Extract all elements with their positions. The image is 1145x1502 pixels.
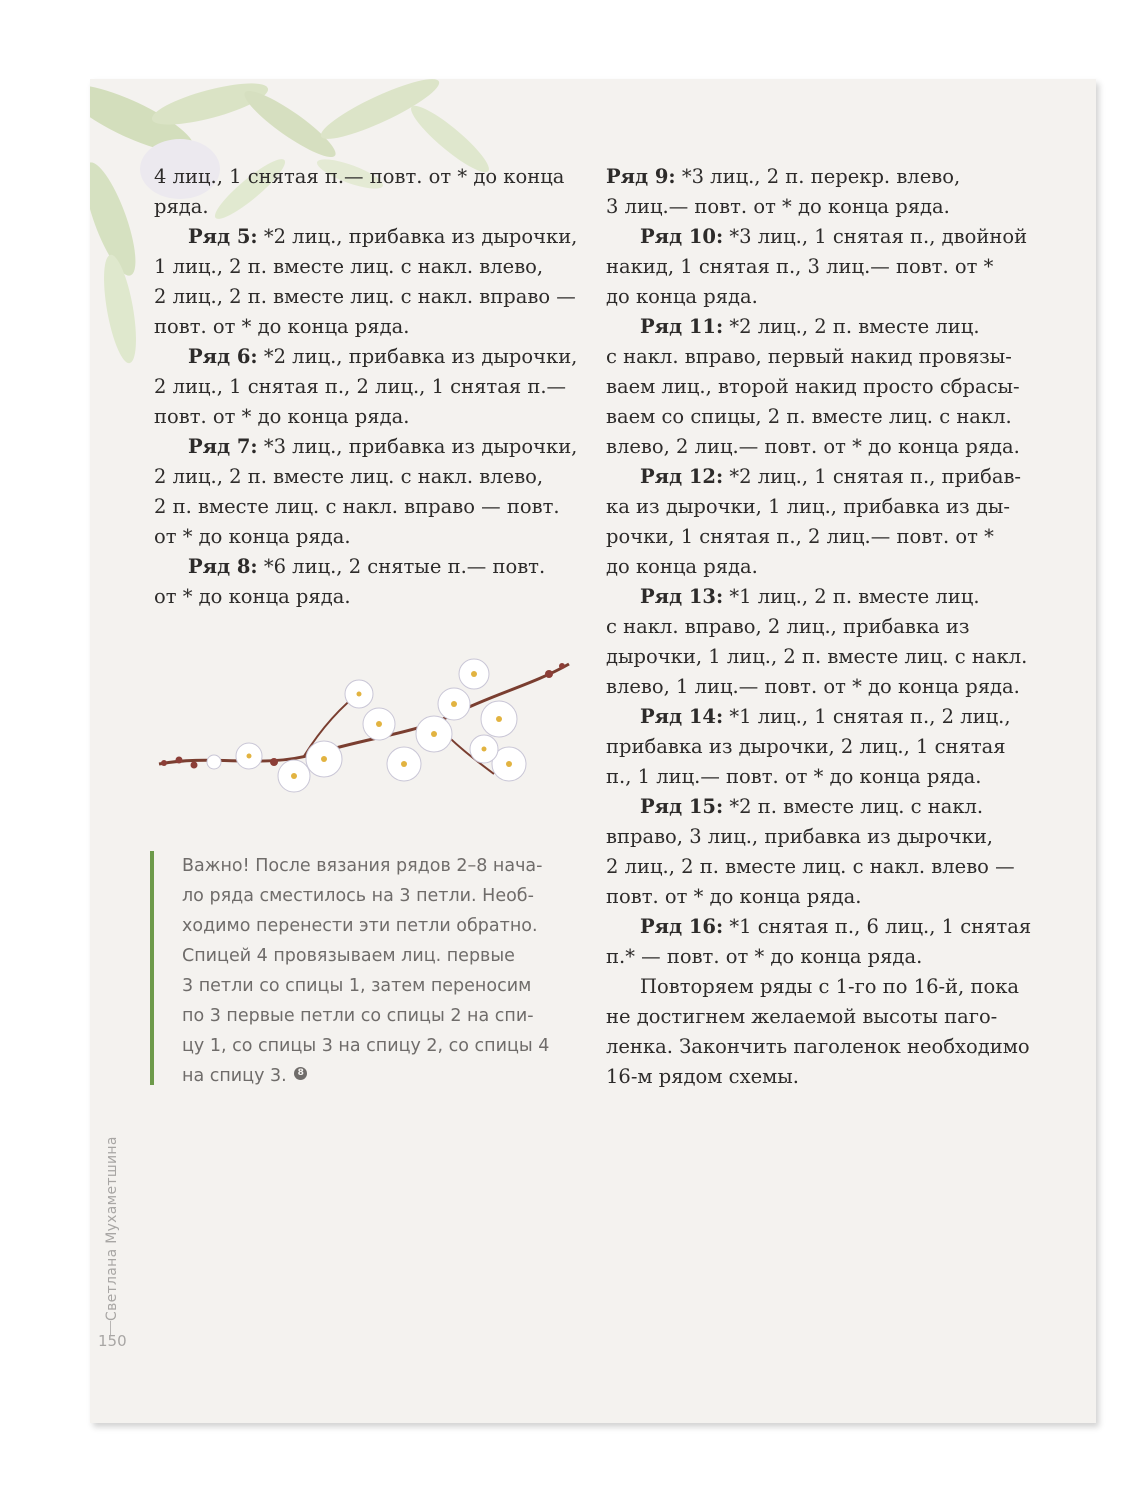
- text-line: 2 п. вместе лиц. с накл. вправо — повт.: [154, 495, 560, 518]
- right-column: [606, 162, 1032, 1092]
- row-instruction-10: [606, 222, 1026, 312]
- note-line: Спицей 4 провязываем лиц. первые: [182, 946, 515, 966]
- row-instruction-13: [606, 582, 1026, 702]
- text-line: 2 лиц., 2 п. вместе лиц. с накл. влево,: [154, 465, 544, 488]
- page-number: 150: [98, 1332, 127, 1350]
- text-line: дырочки, 1 лиц., 2 п. вместе лиц. с накл.: [606, 645, 1028, 668]
- text-line: влево, 1 лиц.— повт. от * до конца ряда.: [606, 675, 1020, 698]
- text-line: накид, 1 снятая п., 3 лиц.— повт. от *: [606, 255, 994, 278]
- text-line: 1 лиц., 2 п. вместе лиц. с накл. влево,: [154, 255, 544, 278]
- row-instruction-5: [154, 222, 578, 342]
- row-label: Ряд 11:: [640, 315, 724, 338]
- text-line: не достигнем желаемой высоты паго-: [606, 1005, 998, 1028]
- row-instruction-8: [154, 552, 574, 612]
- text-line: Повторяем ряды с 1-го по 16-й, пока: [640, 975, 1020, 998]
- row-label: Ряд 10:: [640, 225, 724, 248]
- text-line: 4 лиц., 1 снятая п.— повт. от * до конца: [154, 165, 565, 188]
- row-text: *1 лиц., 2 п. вместе лиц.: [723, 585, 980, 608]
- row-instruction-14: [606, 702, 1026, 792]
- text-line: п.* — повт. от * до конца ряда.: [606, 945, 923, 968]
- note-line: ходимо перенести эти петли обратно.: [182, 916, 538, 936]
- row-text: *3 лиц., 2 п. перекр. влево,: [675, 165, 961, 188]
- text-line: от * до конца ряда.: [154, 585, 351, 608]
- note-line: Важно! После вязания рядов 2–8 нача-: [182, 856, 543, 876]
- text-line: 2 лиц., 2 п. вместе лиц. с накл. влево —: [606, 855, 1015, 878]
- note-line: 3 петли со спицы 1, затем переносим: [182, 976, 532, 996]
- note-accent-bar: [150, 851, 154, 1085]
- row-text: *1 снятая п., 6 лиц., 1 снятая: [723, 915, 1032, 938]
- text-line: ваем лиц., второй накид просто сбрасы-: [606, 375, 1020, 398]
- text-line: п., 1 лиц.— повт. от * до конца ряда.: [606, 765, 982, 788]
- blossom-branch-illustration: [154, 644, 574, 804]
- text-line: ленка. Закончить паголенок необходимо: [606, 1035, 1030, 1058]
- row-text: *1 лиц., 1 снятая п., 2 лиц.,: [723, 705, 1011, 728]
- row-text: *2 п. вместе лиц. с накл.: [723, 795, 984, 818]
- row-text: *2 лиц., 2 п. вместе лиц.: [723, 315, 980, 338]
- important-note: [182, 851, 568, 1091]
- text-line: 2 лиц., 1 снятая п., 2 лиц., 1 снятая п.—: [154, 375, 567, 398]
- closing-paragraph: [606, 972, 1030, 1092]
- figure-reference-badge: 8: [294, 1067, 307, 1080]
- text-line: ка из дырочки, 1 лиц., прибавка из ды-: [606, 495, 1010, 518]
- text-line: 16-м рядом схемы.: [606, 1065, 800, 1088]
- text-line: вправо, 3 лиц., прибавка из дырочки,: [606, 825, 994, 848]
- text-line: влево, 2 лиц.— повт. от * до конца ряда.: [606, 435, 1020, 458]
- row-label: Ряд 13:: [640, 585, 724, 608]
- text-line: повт. от * до конца ряда.: [606, 885, 862, 908]
- text-line: с накл. вправо, 2 лиц., прибавка из: [606, 615, 970, 638]
- note-line: ло ряда сместилось на 3 петли. Необ-: [182, 886, 534, 906]
- row-label: Ряд 5:: [188, 225, 258, 248]
- row-instruction-11: [606, 312, 1026, 462]
- text-line: прибавка из дырочки, 2 лиц., 1 снятая: [606, 735, 1006, 758]
- row-instruction-6: [154, 342, 578, 432]
- row-label: Ряд 16:: [640, 915, 724, 938]
- text-line: 2 лиц., 2 п. вместе лиц. с накл. вправо —: [154, 285, 576, 308]
- row-label: Ряд 6:: [188, 345, 258, 368]
- note-line: цу 1, со спицы 3 на спицу 2, со спицы 4: [182, 1036, 550, 1056]
- row-text: *2 лиц., прибавка из дырочки,: [257, 225, 578, 248]
- row-instruction-9: [606, 162, 1026, 222]
- row-text: *3 лиц., 1 снятая п., двойной: [723, 225, 1028, 248]
- note-line: по 3 первые петли со спицы 2 на спи-: [182, 1006, 534, 1026]
- row-label: Ряд 9:: [606, 165, 676, 188]
- text-line: ваем со спицы, 2 п. вместе лиц. с накл.: [606, 405, 1012, 428]
- text-line: до конца ряда.: [606, 285, 758, 308]
- row-label: Ряд 15:: [640, 795, 724, 818]
- row-label: Ряд 12:: [640, 465, 724, 488]
- text-line: рочки, 1 снятая п., 2 лиц.— повт. от *: [606, 525, 994, 548]
- row-instruction-12: [606, 462, 1026, 582]
- row-text: *3 лиц., прибавка из дырочки,: [257, 435, 578, 458]
- text-line: 3 лиц.— повт. от * до конца ряда.: [606, 195, 950, 218]
- text-line: повт. от * до конца ряда.: [154, 405, 410, 428]
- row-label: Ряд 8:: [188, 555, 258, 578]
- text-line: повт. от * до конца ряда.: [154, 315, 410, 338]
- text-line: с накл. вправо, первый накид провязы-: [606, 345, 1012, 368]
- row-label: Ряд 14:: [640, 705, 724, 728]
- row-instruction-16: [606, 912, 1032, 972]
- row-label: Ряд 7:: [188, 435, 258, 458]
- left-column: [154, 162, 578, 612]
- text-line: от * до конца ряда.: [154, 525, 351, 548]
- book-page: [90, 79, 1096, 1423]
- row-text: *6 лиц., 2 снятые п.— повт.: [257, 555, 546, 578]
- row-text: *2 лиц., 1 снятая п., прибав-: [723, 465, 1022, 488]
- note-line: на спицу 3.: [182, 1066, 287, 1086]
- row-instruction-15: [606, 792, 1026, 912]
- row-instruction-7: [154, 432, 578, 552]
- text-line: до конца ряда.: [606, 555, 758, 578]
- author-name: Светлана Мухаметшина: [104, 1136, 120, 1321]
- row-text: *2 лиц., прибавка из дырочки,: [257, 345, 578, 368]
- text-line: ряда.: [154, 195, 209, 218]
